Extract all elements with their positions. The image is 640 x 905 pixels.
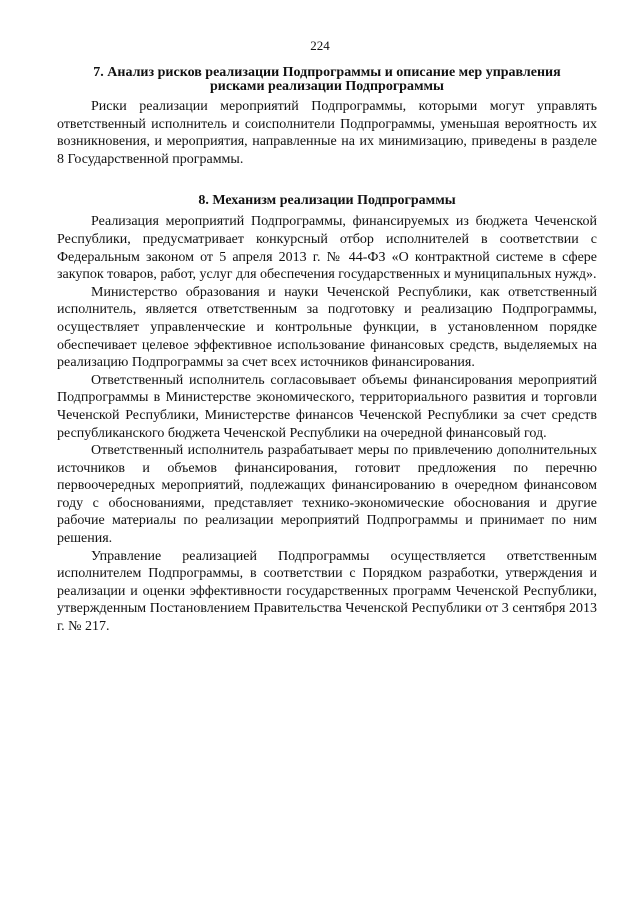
page-content — [57, 66, 597, 636]
page-number: 224 — [310, 38, 330, 53]
section-8-paragraph-2: Министерство образования и науки Чеченской Республики, как ответственный исполнитель, является ответственным за подготовку и реализацию Подпрограммы, осуществляет управленческие и контрольные функции, в установленном порядке обеспечивает целевое эффективное использование финансовых средств, выделяемых на реализацию Подпрограммы за счет всех источников финансирования. — [57, 284, 597, 371]
section-8-heading: 8. Механизм реализации Подпрограммы — [198, 193, 456, 209]
section-8-paragraph-4: Ответственный исполнитель разрабатывает меры по привлечению дополнительных источников и объемов финансирования, готовит предложения по перечню первоочередных мероприятий, подлежащих финансированию в очередном финансовом году с обоснованиями, представляет технико-экономические обоснования и другие рабочие материалы по реализации мероприятий Подпрограммы и принимает по ним решения. — [57, 443, 597, 547]
section-8-paragraph-1: Реализация мероприятий Подпрограммы, финансируемых из бюджета Чеченской Республики, предусматривает конкурсный отбор исполнителей в соответствии с Федеральным законом от 5 апреля 2013 г. № 44-ФЗ «О контрактной системе в сфере закупок товаров, работ, услуг для обеспечения государственных и муниципальных нужд». — [57, 214, 597, 283]
section-7-heading: 7. Анализ рисков реализации Подпрограммы и описание мер управления рисками реализации Подпрограммы — [93, 65, 561, 94]
section-8-paragraph-3: Ответственный исполнитель согласовывает объемы финансирования мероприятий Подпрограммы в Министерстве экономического, территориального развития и торговли Чеченской Республики, Министерстве финансов Чеченской Республики за счет средств республиканского бюджета Чеченской Республики на очередной финансовый год. — [57, 372, 597, 441]
section-8-paragraph-5: Управление реализацией Подпрограммы осуществляется ответственным исполнителем Подпрограммы, в соответствии с Порядком разработки, утверждения и реализации и оценки эффективности государственных программ Чеченской Республики, утвержденным Постановлением Правительства Чеченской Республики от 3 сентября 2013 г. № 217. — [57, 548, 597, 635]
section-7-paragraph: Риски реализации мероприятий Подпрограммы, которыми могут управлять ответственный исполнитель и соисполнители Подпрограммы, уменьшая вероятность их возникновения, и мероприятия, направленные на их минимизацию, приведены в разделе 8 Государственной программы. — [57, 99, 597, 167]
